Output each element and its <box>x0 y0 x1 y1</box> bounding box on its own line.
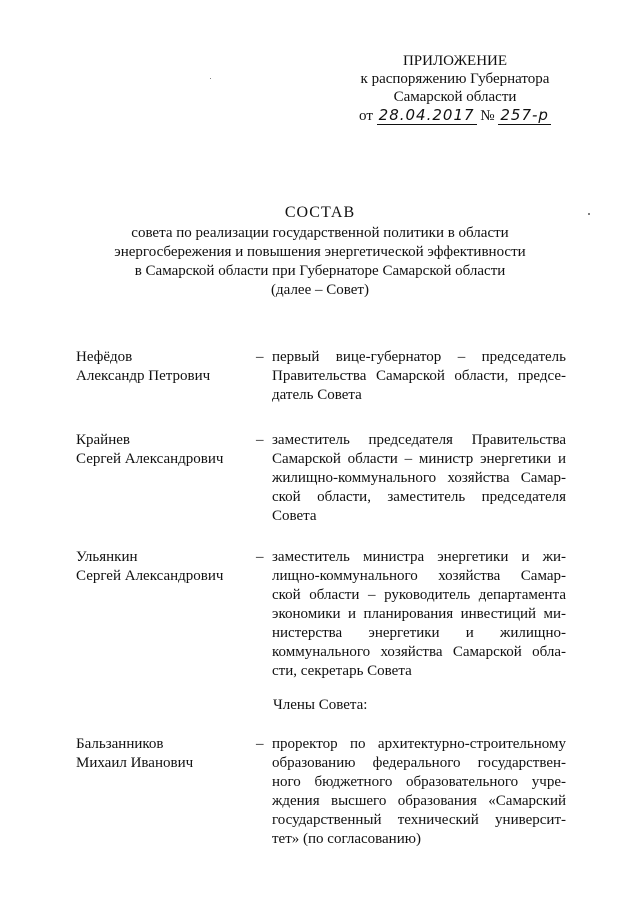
description-line: сти, секретарь Совета <box>272 663 412 679</box>
title-line: энергосбережения и повышения энергетической эффективности <box>114 244 526 260</box>
description-line: Правительства Самарской области, предсе- <box>272 368 566 384</box>
document-title <box>80 203 560 300</box>
appendix-line-2: Самарской области <box>393 89 517 105</box>
description-line: проректор по архитектурно-строительному <box>272 736 566 752</box>
description-line: ской области, заместитель председателя <box>272 489 566 505</box>
member-name <box>76 735 256 773</box>
description-line: Совета <box>272 508 317 524</box>
member-description <box>272 548 566 681</box>
description-line: заместитель министра энергетики и жи- <box>272 549 566 565</box>
member-given-name: Сергей Александрович <box>76 451 224 467</box>
member-given-name: Михаил Иванович <box>76 755 194 771</box>
title-line: (далее – Совет) <box>271 282 369 298</box>
description-line: коммунального хозяйства Самарской обла- <box>272 644 566 660</box>
member-description <box>272 431 566 526</box>
appendix-date-line <box>340 106 570 125</box>
member-surname: Крайнев <box>76 432 130 448</box>
title-line: в Самарской области при Губернаторе Самарской области <box>134 263 506 279</box>
number-label: № <box>480 108 495 124</box>
title-heading: СОСТАВ <box>284 204 356 221</box>
description-line: государственный технический университ- <box>272 812 566 828</box>
member-surname: Нефёдов <box>76 349 133 365</box>
handwritten-date: 28.04.2017 <box>378 106 475 124</box>
entry-dash: – <box>256 549 264 565</box>
description-line: датель Совета <box>272 387 362 403</box>
member-surname: Бальзанников <box>76 736 164 752</box>
description-line: Самарской области – министр энергетики и <box>272 451 566 467</box>
member-description <box>272 735 566 849</box>
description-line: жилищно-коммунального хозяйства Самар- <box>272 470 566 486</box>
description-line: ного бюджетного образовательного учре- <box>272 774 566 790</box>
member-name <box>76 548 256 586</box>
title-line: совета по реализации государственной политики в области <box>131 225 509 241</box>
member-description <box>272 348 566 405</box>
member-given-name: Сергей Александрович <box>76 568 224 584</box>
entry-dash: – <box>256 349 264 365</box>
description-line: лищно-коммунального хозяйства Самар- <box>272 568 566 584</box>
handwritten-number: 257-р <box>500 106 549 124</box>
entry-dash: – <box>256 736 264 752</box>
description-line: нистерства энергетики и жилищно- <box>272 625 566 641</box>
description-line: ской области – руководитель департамента <box>272 587 566 603</box>
member-given-name: Александр Петрович <box>76 368 211 384</box>
scan-speck <box>588 213 590 215</box>
from-label: от <box>359 108 373 124</box>
entry-dash: – <box>256 432 264 448</box>
description-line: тет» (по согласованию) <box>272 831 421 847</box>
appendix-line-1: к распоряжению Губернатора <box>360 71 550 87</box>
member-surname: Ульянкин <box>76 549 138 565</box>
description-line: экономики и планирования инвестиций ми- <box>272 606 566 622</box>
description-line: ждения высшего образования «Самарский <box>272 793 566 809</box>
members-section-label: Члены Совета: <box>273 697 368 713</box>
member-name <box>76 348 256 386</box>
appendix-title: ПРИЛОЖЕНИЕ <box>402 53 508 69</box>
description-line: первый вице-губернатор – председатель <box>272 349 566 365</box>
appendix-header <box>340 52 570 125</box>
member-name <box>76 431 256 469</box>
description-line: образованию федерального государствен- <box>272 755 566 771</box>
description-line: заместитель председателя Правительства <box>272 432 566 448</box>
scan-speck <box>210 78 211 79</box>
